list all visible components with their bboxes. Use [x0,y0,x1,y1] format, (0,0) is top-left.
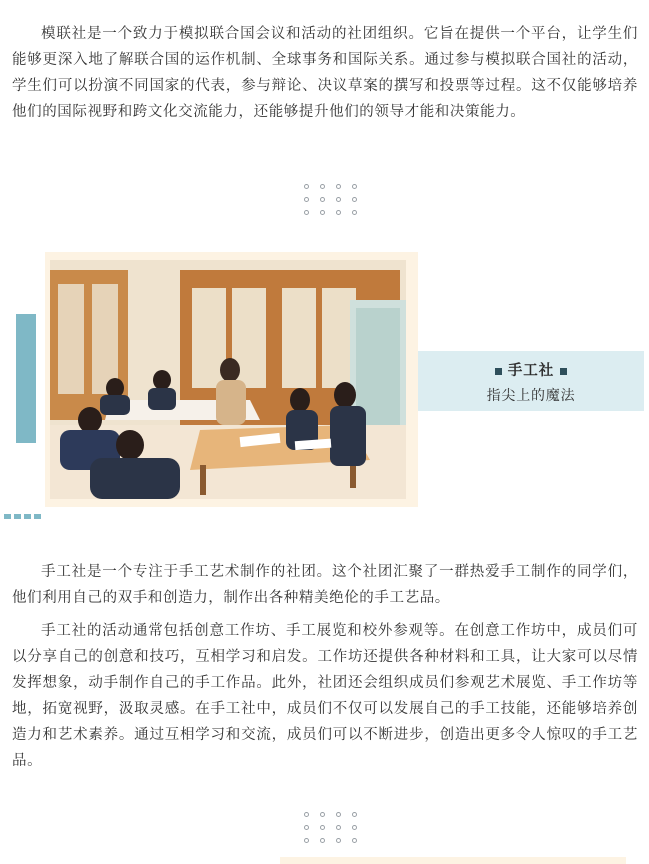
next-section-edge [280,857,626,864]
accent-bar [16,314,36,443]
square-bullet-icon [495,368,502,375]
body-paragraph-1: 手工社是一个专注于手工艺术制作的社团。这个社团汇聚了一群热爱手工制作的同学们，他们利用自己的双手和创造力，制作出各种精美绝伦的手工艺品。 [12,564,638,606]
club-photo [50,260,406,499]
club-subtitle: 指尖上的魔法 [486,388,576,404]
dot-divider-top [304,184,354,215]
square-bullet-icon [560,368,567,375]
club-title [418,359,644,380]
intro-paragraph: 模联社是一个致力于模拟联合国会议和活动的社团组织。它旨在提供一个平台，让学生们能够更深入地了解联合国的运作机制、全球事务和国际关系。通过参与模拟联合国社的活动，学生们可以扮演不同国家的代表，参与辩论、决议草案的撰写和投票等过程。这不仅能够培养他们的国际视野和跨文化交流能力，还能够提升他们的领导才能和决策能力。 [12,26,638,120]
dot-divider-bottom [304,812,354,843]
dash-decoration [4,514,44,519]
club-title-text: 手工社 [507,363,555,379]
club-caption-box [418,351,644,411]
body-paragraph-2: 手工社的活动通常包括创意工作坊、手工展览和校外参观等。在创意工作坊中，成员们可以分享自己的创意和技巧，互相学习和启发。工作坊还提供各种材料和工具，让大家可以尽情发挥想象，动手制作自己的手工作品。此外，社团还会组织成员们参观艺术展览、手工作坊等地，拓宽视野，汲取灵感。在手工社中，成员们不仅可以发展自己的手工技能，还能够培养创造力和艺术素养。通过互相学习和交流，成员们可以不断进步，创造出更多令人惊叹的手工艺品。 [12,623,638,769]
